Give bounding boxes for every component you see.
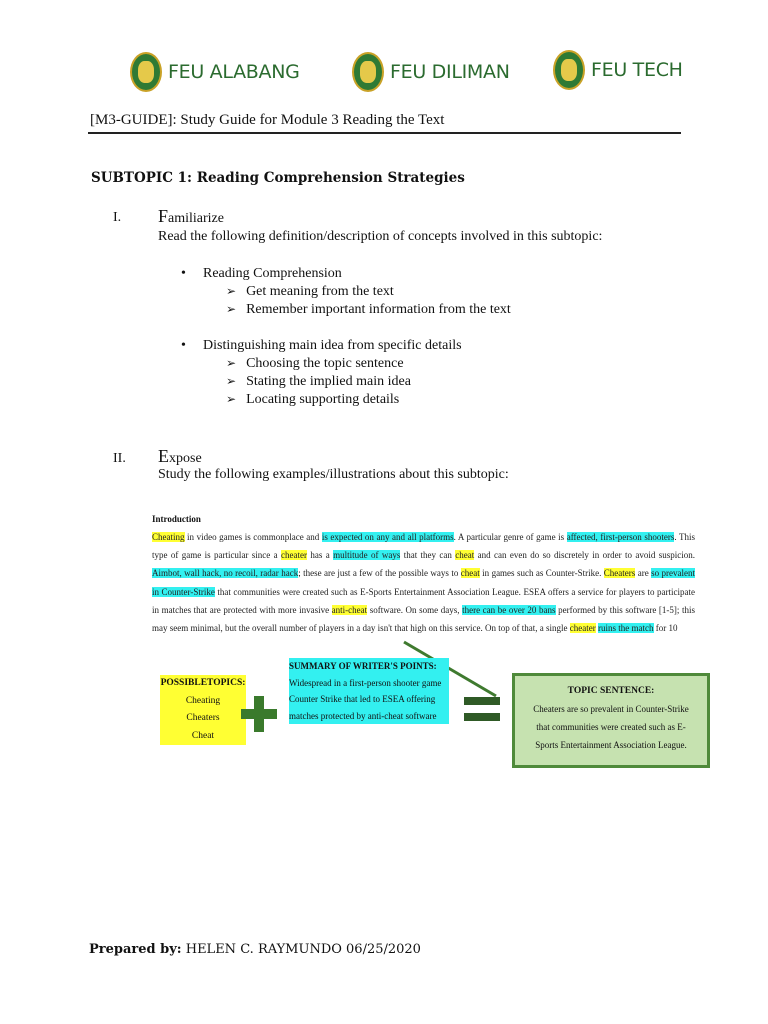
sub-item: ➢ Locating supporting details xyxy=(226,392,400,407)
summary-box xyxy=(289,658,449,724)
sub-item: ➢ Stating the implied main idea xyxy=(226,374,411,389)
highlighted-phrase: there can be over 20 bans xyxy=(462,604,556,615)
logo-feu-diliman xyxy=(352,52,510,92)
arrow-icon: ➢ xyxy=(226,392,237,406)
section-numeral: II. xyxy=(113,451,126,466)
feu-seal-icon xyxy=(553,50,585,90)
excerpt-text: software. On some days, xyxy=(367,604,463,615)
highlighted-phrase: cheat xyxy=(455,550,475,561)
excerpt-text: ; these are just a few of the possible ways to xyxy=(298,568,461,579)
prepared-label: Prepared by: xyxy=(89,942,182,957)
plus-icon xyxy=(239,694,279,734)
arrow-icon: ➢ xyxy=(226,302,237,316)
topic-item: Cheat xyxy=(191,730,215,741)
sub-item: ➢ Choosing the topic sentence xyxy=(226,356,404,371)
highlighted-phrase: ruins the match xyxy=(598,623,654,634)
section-heading xyxy=(158,446,202,467)
heading-rest: xpose xyxy=(169,451,202,466)
highlighted-phrase: multitude of ways xyxy=(333,550,401,561)
highlighted-phrase: Aimbot, wall hack, no recoil, radar hack xyxy=(152,568,299,579)
excerpt-text: performed by this software [1-5]; this may seem minimal, but the overall number of players in a day isn't that high on this service. On top of that, a single xyxy=(152,604,696,634)
arrow-icon: ➢ xyxy=(226,284,237,298)
possible-topics-box xyxy=(160,675,246,745)
section-heading xyxy=(158,206,224,227)
excerpt-text: in video games is commonplace and xyxy=(184,532,322,542)
section-numeral: I. xyxy=(113,210,122,225)
excerpt-text: . A particular genre of game is xyxy=(453,532,567,542)
subtopic-heading: SUBTOPIC 1: Reading Comprehension Strategies xyxy=(91,170,465,186)
highlighted-phrase: affected, first-person shooters xyxy=(566,532,675,542)
sub-item: ➢ Get meaning from the text xyxy=(226,284,394,299)
logo-feu-tech xyxy=(553,50,683,90)
bullet-item: • Reading Comprehension xyxy=(203,266,342,282)
summary-title: SUMMARY OF WRITER'S POINTS: xyxy=(289,661,437,671)
excerpt-text: in games such as Counter-Strike. xyxy=(479,568,604,579)
highlighted-phrase: is expected on any and all platforms xyxy=(321,532,454,542)
feu-seal-icon xyxy=(352,52,384,92)
highlighted-phrase: cheater xyxy=(569,623,596,634)
logo-text: FEU DILIMAN xyxy=(390,61,510,83)
excerpt-text: and can even do so discretely in order to avoid suspicion. xyxy=(474,550,695,561)
excerpt-paragraph xyxy=(152,528,695,637)
highlighted-phrase: cheater xyxy=(281,550,307,561)
highlighted-phrase: anti-cheat xyxy=(331,604,368,615)
equals-icon xyxy=(464,697,502,723)
logo-text: FEU TECH xyxy=(591,59,683,81)
topics-title: POSSIBLETOPICS: xyxy=(160,678,246,688)
section-intro: Read the following definition/description of concepts involved in this subtopic: xyxy=(158,229,603,244)
arrow-icon: ➢ xyxy=(226,356,237,370)
sub-item: ➢ Remember important information from the text xyxy=(226,302,511,317)
excerpt-text: . This type of game is particular since a xyxy=(152,532,695,561)
excerpt-text: that they can xyxy=(400,550,456,561)
excerpt-text: that communities were created such as E-Sports Entertainment Association League. ESEA offers a service for players to participate in matches that are protected with more invasive xyxy=(152,586,695,615)
excerpt-title: Introduction xyxy=(152,514,201,524)
topic-sentence-text: Cheaters are so prevalent in Counter-Strike that communities were created such as E-Sports Entertainment Association League. xyxy=(533,704,689,750)
feu-seal-icon xyxy=(130,52,162,92)
prepared-by xyxy=(89,942,421,957)
highlighted-phrase: Cheaters xyxy=(603,568,636,579)
excerpt-text: for 10 xyxy=(653,623,678,634)
heading-initial: F xyxy=(158,206,169,226)
excerpt-text: are xyxy=(635,568,652,579)
excerpt-text: has a xyxy=(307,550,334,561)
logo-feu-alabang xyxy=(130,52,300,92)
highlighted-phrase: so prevalent in Counter-Strike xyxy=(152,568,696,597)
bullet-item: • Distinguishing main idea from specific details xyxy=(203,338,462,354)
header-divider xyxy=(88,132,681,134)
heading-rest: amiliarize xyxy=(168,211,224,226)
guide-title: [M3-GUIDE]: Study Guide for Module 3 Reading the Text xyxy=(90,112,445,128)
topic-item: Cheating xyxy=(185,695,221,706)
summary-text: Widespread in a first-person shooter game Counter Strike that led to ESEA offering matches protected by anti-cheat software xyxy=(289,677,442,721)
highlighted-phrase: cheat xyxy=(460,568,480,579)
topic-sentence-title: TOPIC SENTENCE: xyxy=(567,686,655,696)
topic-item: Cheaters xyxy=(186,713,220,723)
section-intro: Study the following examples/illustrations about this subtopic: xyxy=(158,467,509,482)
arrow-icon: ➢ xyxy=(226,374,237,388)
prepared-value: HELEN C. RAYMUNDO 06/25/2020 xyxy=(185,942,421,957)
logo-text: FEU ALABANG xyxy=(168,61,300,83)
highlighted-phrase: Cheating xyxy=(152,532,185,542)
topic-sentence-box xyxy=(512,673,710,768)
heading-initial: E xyxy=(158,446,169,466)
